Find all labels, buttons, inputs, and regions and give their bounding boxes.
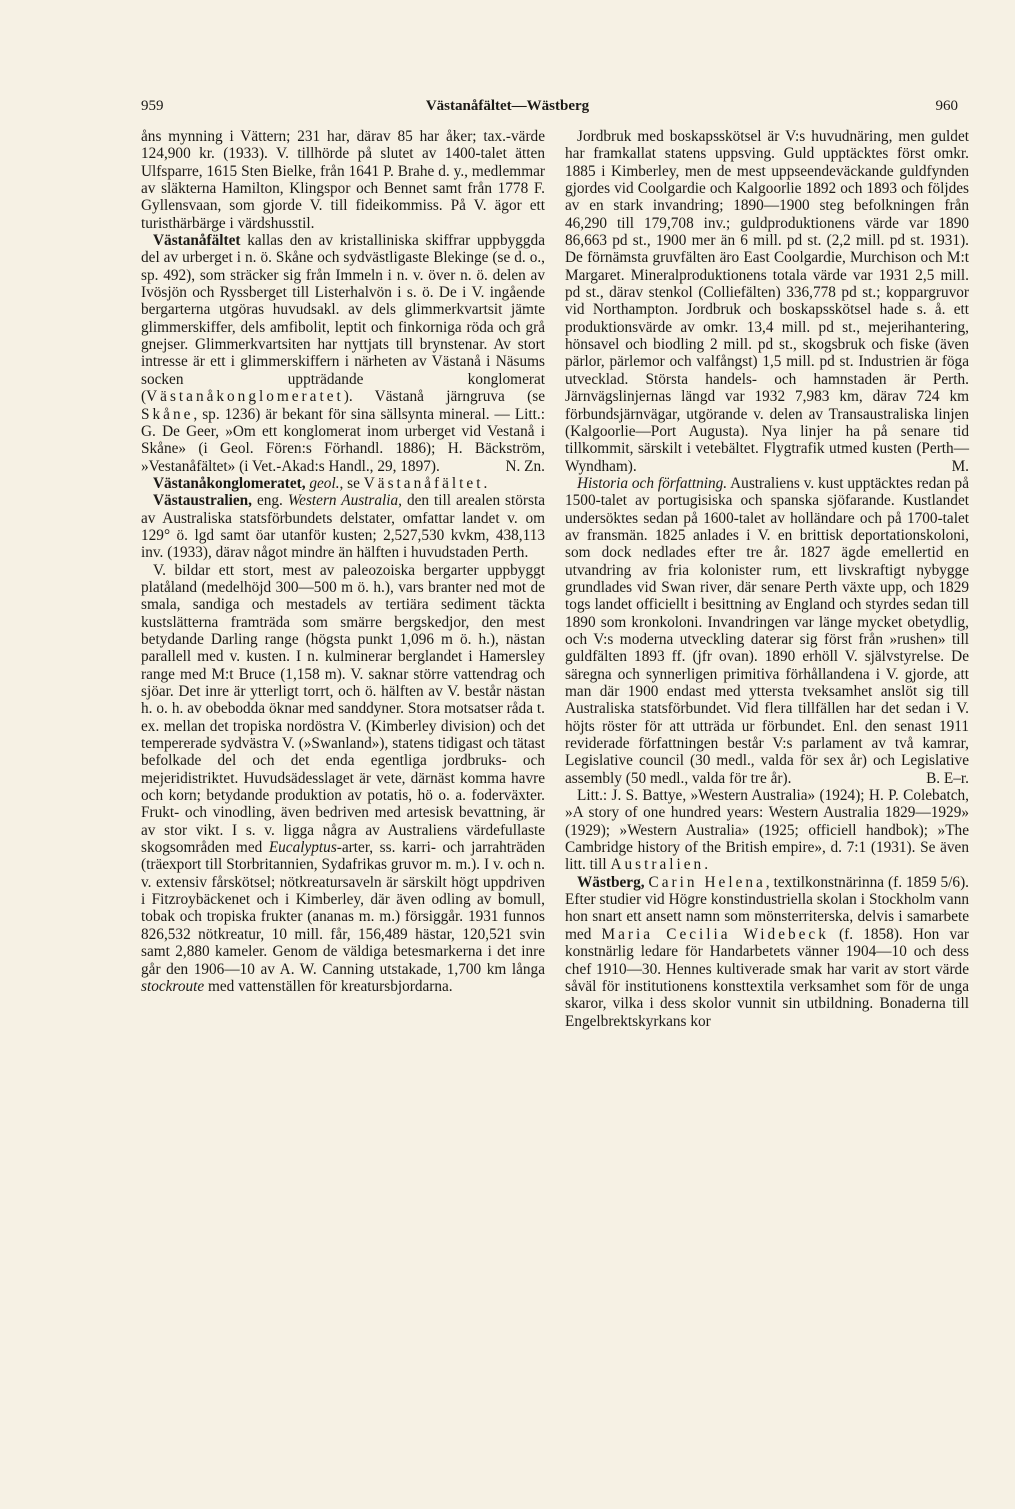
author-signature: B. E–r. [926,769,969,787]
left-page-number: 959 [141,98,164,114]
economy-paragraph: Jordbruk med boskapsskötsel är V:s huvudnäring, men guldet har framkallat statens uppsving. Guld upptäcktes först omkr. 1885 i Kimberley, men de mest uppseendeväckande guldfynden gjordes vid Coolgardie och Kalgoorlie 1892 och 1893 och följdes av en stark invandring; 1890—1900 steg befolkningen från 46,290 till 179,708 inv.; guldproduktionens värde var 1890 86,663 pd st., 1900 mer än 6 mill. pd st. (2,2 mill. pd st. 1931). De förnämsta gruvfälten äro East Coolgardie, Murchison och M:t Margaret. Mineralproduktionens totala värde var 1931 2,5 mill. pd st., därav stenkol (Colliefälten) 336,778 pd st.; koppargruvor vid Northampton. Jordbruk och boskapsskötsel hade s. å. ett produktionsvärde av omkr. 13,4 mill. pd st., mejerihantering, hönsavel och biodling 2 mill. pd st., skogsbruk och fiske (även pärlor, pärlemor och valfångst) 1,5 mill. pd st. Industrien är föga utvecklad. Största handels- och hamnstaden är Perth. Järnvägslinjernas längd var 1932 7,983 km, därav 724 km förbundsjärnvägar, utgörande v. delen av Transaustraliska linjen (Kalgoorlie—Port Augusta). Nya linjer ha på senare tid tillkommit, särskilt i vetebältet. Flygtrafik utmed kusten (Perth—Wyndham). M. [565,128,969,475]
entry-vastanafaltet: Västanåfältet kallas den av kristalliniska skiffrar uppbyggda del av urberget i n. ö. Skåne och sydvästligaste Blekinge (se d. o., sp. 492), som sträcker sig från Immeln i n. v. över n. ö. delen av Ivösjön och Ryssberget till Listerhalvön i s. ö. De i V. ingående bergarterna utgöras huvudsakl. av dels glimmerkvartsit jämte glimmerskiffer, dels amfibolit, leptit och finkorniga röda och grå gnejser. Glimmerkvartsiten har nyttjats till brynstenar. Av stort intresse är ett i glimmerskiffern i närheten av Västanå i Näsums socken uppträdande konglomerat (Västanåkonglomeratet). Västanå järngruva (se Skåne, sp. 1236) är bekant för sina sällsynta mineral. — Litt.: G. De Geer, »Om ett konglomerat inom urberget vid Vestanå i Skåne» (i Geol. Fören:s Förhandl. 1886); H. Bäckström, »Vestanåfältet» (i Vet.-Akad:s Handl., 29, 1897). N. Zn. [141,232,545,475]
entry-vastaustralien: Västaustralien, eng. Western Australia, den till arealen största av Australiska statsförbundets delstater, omfattar landet v. om 129° ö. lgd samt öar utanför kusten; 2,527,530 kvkm, 438,113 inv. (1933), därav något mindre än hälften i huvudstaden Perth. [141,492,545,562]
entry-headword: Västanåkonglomeratet, [153,474,306,492]
entry-wastberg: Wästberg, Carin Helena, textilkonstnärinna (f. 1859 5/6). Efter studier vid Högre konstindustriella skolan i Stockholm vann hon snart ett ansett namn som mönsterriterska, delvis i samarbete med Maria Cecilia Widebeck (f. 1858). Hon var konstnärlig ledare för Handarbetets vänner 1904—10 och dess chef 1910—30. Hennes kultiverade smak har varit av stort värde såväl för institutionens konsttextila verksamhet som för de unga skaror, vilka i dess skolor vunnit sin utbildning. Bonaderna till Engelbrektskyrkans kor [565,873,969,1030]
geography-paragraph: V. bildar ett stort, mest av paleozoiska bergarter uppbyggt platåland (medelhöjd 300—500 m ö. h.), vars branter ned mot de smala, sandiga och mestadels av tertiära sediment täckta kustslätterna framträda som smärre bergskedjor, den mest betydande Darling range (högsta punkt 1,096 m ö. h.), nästan parallell med v. kusten. I n. kulminerar berglandet i Hamersley range med M:t Bruce (1,158 m). V. saknar större vattendrag och sjöar. Det inre är ytterligt torrt, och ö. hälften av V. består nästan h. o. h. av obebodda öknar med sanddyner. Stora motsatser råda t. ex. mellan det tropiska nordöstra V. (Kimberley division) och det tempererade sydvästra V. (»Swanland»), statens tidigast och tätast befolkade del och det enda egentliga jordbruks- och mejeridistriktet. Huvudsädesslaget är vete, därnäst komma havre och korn; betydande produktion av potatis, hö o. a. foderväxter. Frukt- och vinodling, även bedriven med artesisk bevattning, är av stor vikt. I s. v. ligga några av Australiens värdefullaste skogsområden med Eucalyptus-arter, ss. karri- och jarrahträden (träexport till Storbritannien, Sydafrikas gruvor m. m.). I v. och n. v. extensiv fårskötsel; nötkreatursaveln är särskilt högt uppdriven i Fitzroybäckenet och i Kimberley, där även odling av bomull, tobak och tropiska frukter (ananas m. m.) försiggår. 1931 funnos 826,532 nötkreatur, 10 mill. får, 156,489 hästar, 120,521 svin samt 2,880 kameler. Genom de väldiga betesmarkerna i det inre går den 1906—10 av A. W. Canning utstakade, 1,700 km långa stockroute med vattenställen för kreatursbjordarna. [141,561,545,995]
left-column [141,128,545,995]
spaced-reference: Skåne [141,405,194,423]
spaced-reference: Australien [610,856,705,874]
spaced-reference: Maria Cecilia Widebeck [601,925,829,943]
entry-headword: Västanåfältet [153,232,241,250]
literature-paragraph: Litt.: J. S. Battye, »Western Australia» (1924); H. P. Colebatch, »A story of one hundred years: Western Australia 1829—1929» (1929); »Western Australia» (1925; officiell handbok); »The Cambridge history of the British empire», d. 7:1 (1931). Se även litt. till Australien. [565,787,969,874]
spaced-reference: Västanåfältet [363,474,484,492]
history-paragraph: Historia och författning. Australiens v. kust upptäcktes redan på 1500-talet av portugisiska och spanska sjöfarande. Kustlandet undersöktes sedan på 1600-talet av holländare och på 1700-talet av fransmän. 1825 anlades i V. en brittisk deportationskoloni, som dock nedlades efter tre år. 1827 ägde emellertid en utvandring av fria kolonister rum, ett livskraftigt nybygge grundlades vid Swan river, där senare Perth växte upp, och 1829 togs landet officiellt i besittning av England och styrdes sedan till 1890 som kronkoloni. Invandringen var länge mycket obetydlig, och V:s moderna utveckling daterar sig först från »rushen» till guldfälten 1893 ff. (jfr ovan). 1890 erhöll V. självstyrelse. De säregna och synnerligen primitiva förhållandena i V. gjorde, att man där 1900 endast med yttersta tveksamhet anslöt sig till Australiska statsförbundet. Vid flera tillfällen har det sedan i V. höjts röster för att utträda ur förbundet. Enl. den senast 1911 reviderade författningen består V:s parlament av två kamrar, Legislative council (30 medl., valda för sex år) och Legislative assembly (50 medl., valda för tre år). B. E–r. [565,474,969,787]
section-heading: Historia och författning. [577,474,728,492]
continued-paragraph: åns mynning i Vättern; 231 har, därav 85 har åker; tax.-värde 124,900 kr. (1933). V. tillhörde på slutet av 1400-talet ätten Ulfsparre, 1615 Sten Bielke, från 1641 P. Brahe d. y., medlemmar av släkterna Hamilton, Klingspor och Bennet samt från 1778 F. Gyllensvaan, som gjorde V. till fideikommiss. På V. ägor ett turisthärbärge i värdshusstil. [141,128,545,232]
author-signature: N. Zn. [505,457,545,475]
author-signature: M. [951,457,969,475]
right-page-number: 960 [935,98,958,114]
entry-headword: Västaustralien, [153,492,253,510]
right-column [565,128,969,1030]
entry-vastanakonglomeratet: Västanåkonglomeratet, geol., se Västanåfältet. [153,474,488,492]
entry-headword: Wästberg, [577,873,645,891]
spaced-reference: Västanåkonglomeratet [146,388,344,406]
birth-date: 5/6 [940,873,961,891]
running-head: Västanåfältet—Wästberg [425,98,590,114]
